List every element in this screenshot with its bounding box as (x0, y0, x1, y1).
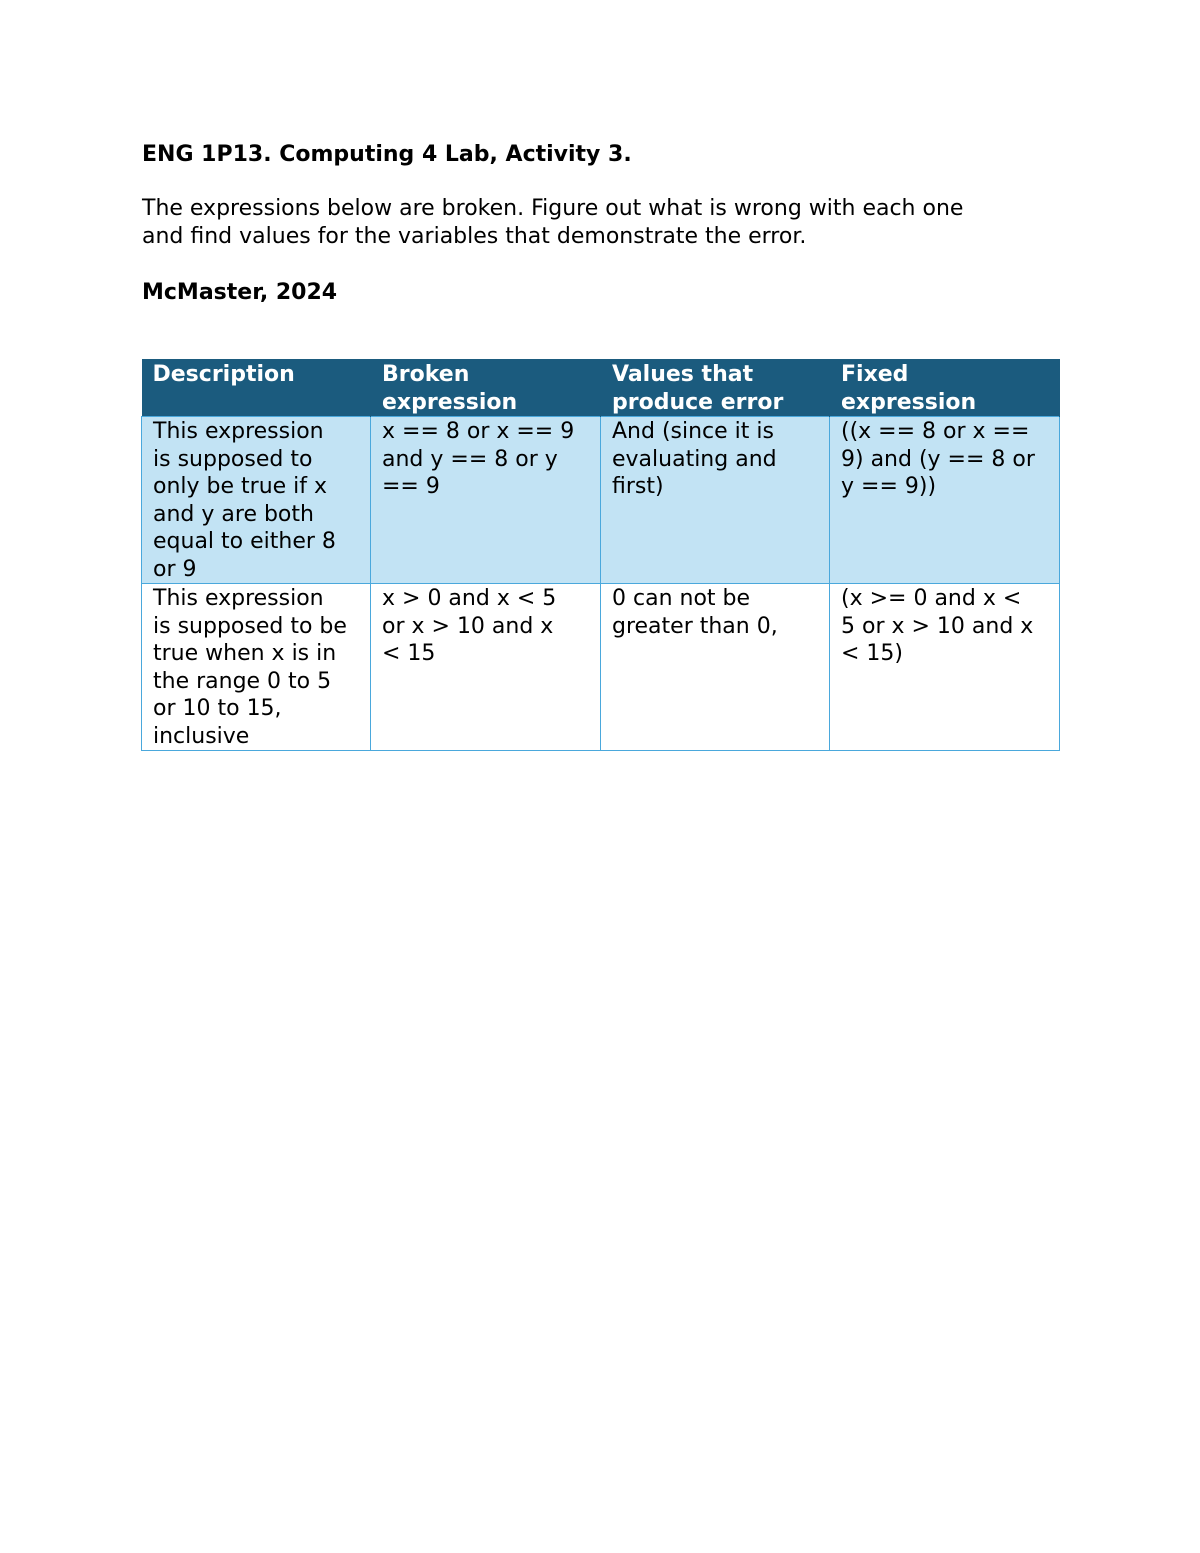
header-text: Description (152, 362, 295, 387)
table-header (142, 359, 1060, 417)
error-values-cell (601, 417, 830, 584)
error-values-cell (601, 584, 830, 751)
cell-line: is supposed to be (153, 613, 347, 639)
cell-line: the range 0 to 5 (153, 668, 332, 694)
cell-line: == 9 (382, 474, 440, 499)
header-text: expression (841, 389, 977, 415)
cell-line: or x > 10 and x (382, 613, 554, 639)
cell-line: and y are both (153, 501, 314, 527)
cell-line: ((x == 8 or x == (841, 419, 1030, 444)
header-description (142, 359, 371, 417)
cell-line: greater than 0, (612, 613, 778, 639)
cell-line: x > 0 and x < 5 (382, 586, 557, 611)
broken-expression-cell (371, 584, 601, 751)
expressions-table (141, 359, 1060, 751)
organization-year: McMaster, 2024 (142, 280, 338, 305)
table-row (142, 584, 1060, 751)
description-cell (142, 584, 371, 751)
cell-line: or 10 to 15, (153, 696, 282, 721)
header-fixed-expression (830, 359, 1060, 417)
header-values-error (601, 359, 830, 417)
cell-line: 5 or x > 10 and x (841, 613, 1034, 639)
header-text: expression (382, 389, 518, 415)
header-text: Broken (382, 362, 470, 387)
description-cell (142, 417, 371, 584)
cell-line: < 15) (841, 641, 904, 666)
cell-line: equal to either 8 (153, 529, 336, 554)
cell-line: 0 can not be (612, 586, 751, 611)
cell-line: or 9 (153, 556, 197, 582)
fixed-expression-cell (830, 417, 1060, 584)
fixed-expression-cell (830, 584, 1060, 751)
table-row (142, 417, 1060, 584)
cell-line: x == 8 or x == 9 (382, 419, 575, 444)
cell-line: This expression (153, 419, 324, 444)
header-text: Fixed (841, 362, 909, 387)
cell-line: 9) and (y == 8 or (841, 446, 1035, 472)
header-broken-expression (371, 359, 601, 417)
cell-line: inclusive (153, 723, 250, 749)
cell-line: is supposed to (153, 446, 313, 472)
page-title: ENG 1P13. Computing 4 Lab, Activity 3. (142, 142, 632, 167)
cell-line: y == 9)) (841, 474, 937, 499)
instructions-line: The expressions below are broken. Figure out what is wrong with each one (142, 196, 964, 221)
cell-line: (x >= 0 and x < (841, 586, 1022, 611)
cell-line: And (since it is (612, 419, 774, 444)
cell-line: true when x is in (153, 641, 337, 666)
cell-line: < 15 (382, 641, 436, 666)
cell-line: only be true if x (153, 474, 328, 499)
cell-line: evaluating and (612, 446, 777, 472)
header-text: Values that (612, 362, 754, 387)
header-row (142, 359, 1060, 417)
header-text: produce error (612, 389, 784, 415)
instructions (142, 195, 1082, 251)
broken-expression-cell (371, 417, 601, 584)
cell-line: This expression (153, 586, 324, 611)
instructions-line: and find values for the variables that demonstrate the error. (142, 224, 807, 249)
cell-line: first) (612, 474, 664, 499)
cell-line: and y == 8 or y (382, 446, 558, 472)
